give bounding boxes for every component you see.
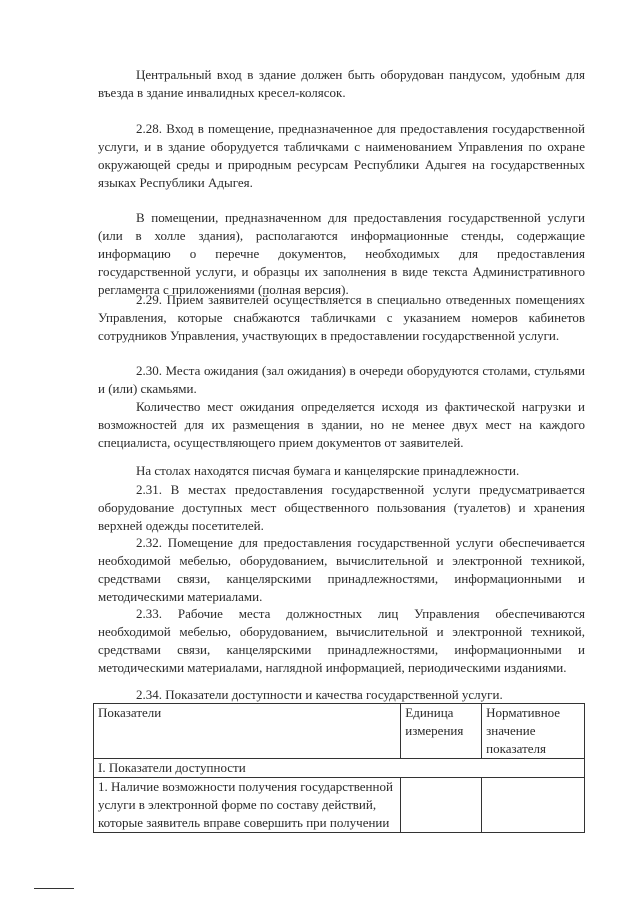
footnote-rule <box>34 888 74 889</box>
paragraph-waiting-places: Количество мест ожидания определяется исходя из фактической нагрузки и возможностей для их размещения в здании, но не менее двух мест на каждого специалиста, осуществляющего прием документов от заявителей. <box>98 399 585 450</box>
paragraph-2-30: 2.30. Места ожидания (зал ожидания) в очереди оборудуются столами, стульями и (или) скамьями. <box>98 363 585 396</box>
page-bottom-margin <box>93 856 585 905</box>
table-cell-normative <box>482 778 585 833</box>
table-header-row <box>94 704 585 759</box>
indicators-table <box>93 703 585 833</box>
table-header-unit: Единица измерения <box>401 704 482 759</box>
table-cell-indicator: 1. Наличие возможности получения государственной услуги в электронной форме по составу действий, которые заявитель вправе совершить при получении <box>94 778 401 833</box>
table-row <box>94 778 585 833</box>
paragraph-info-stands: В помещении, предназначенном для предоставления государственной услуги (или в холле здания), располагаются информационные стенды, содержащие информацию о перечне документов, необходимых для предоставления государственной услуги, и образцы их заполнения в виде текста Административного регламента с приложениями (полная версия). <box>98 210 585 297</box>
table-header-indicators: Показатели <box>94 704 401 759</box>
paragraph-2-34: 2.34. Показатели доступности и качества государственной услуги. <box>136 687 503 702</box>
table-cell-unit <box>401 778 482 833</box>
paragraph-2-31: 2.31. В местах предоставления государственной услуги предусматривается оборудование доступных мест общественного пользования (туалетов) и хранения верхней одежды посетителей. <box>98 482 585 533</box>
table-section-title: I. Показатели доступности <box>94 759 585 778</box>
paragraph-2-29: 2.29. Прием заявителей осуществляется в специально отведенных помещениях Управления, которые снабжаются табличками с указанием номеров кабинетов сотрудников Управления, участвующих в предоставлении государственной услуги. <box>98 292 585 343</box>
paragraph-entrance-ramp: Центральный вход в здание должен быть оборудован пандусом, удобным для въезда в здание инвалидных кресел-колясок. <box>98 67 585 100</box>
paragraph-2-28: 2.28. Вход в помещение, предназначенное для предоставления государственной услуги, и в здание оборудуется табличками с наименованием Управления по охране окружающей среды и природным ресурсам Республики Адыгея на государственных языках Республики Адыгея. <box>98 121 585 190</box>
paragraph-2-33: 2.33. Рабочие места должностных лиц Управления обеспечиваются необходимой мебелью, оборудованием, вычислительной и электронной техникой, средствами связи, канцелярскими принадлежностями, информационными и методическими материалами, наглядной информацией, периодическими изданиями. <box>98 606 585 675</box>
paragraph-2-32: 2.32. Помещение для предоставления государственной услуги обеспечивается необходимой мебелью, оборудованием, вычислительной и электронной техникой, средствами связи, канцелярскими принадлежностями, информационными и методическими материалами. <box>98 535 585 604</box>
table-header-normative: Нормативное значение показателя <box>482 704 585 759</box>
table-section-row <box>94 759 585 778</box>
paragraph-stationery: На столах находятся писчая бумага и канцелярские принадлежности. <box>136 463 520 478</box>
